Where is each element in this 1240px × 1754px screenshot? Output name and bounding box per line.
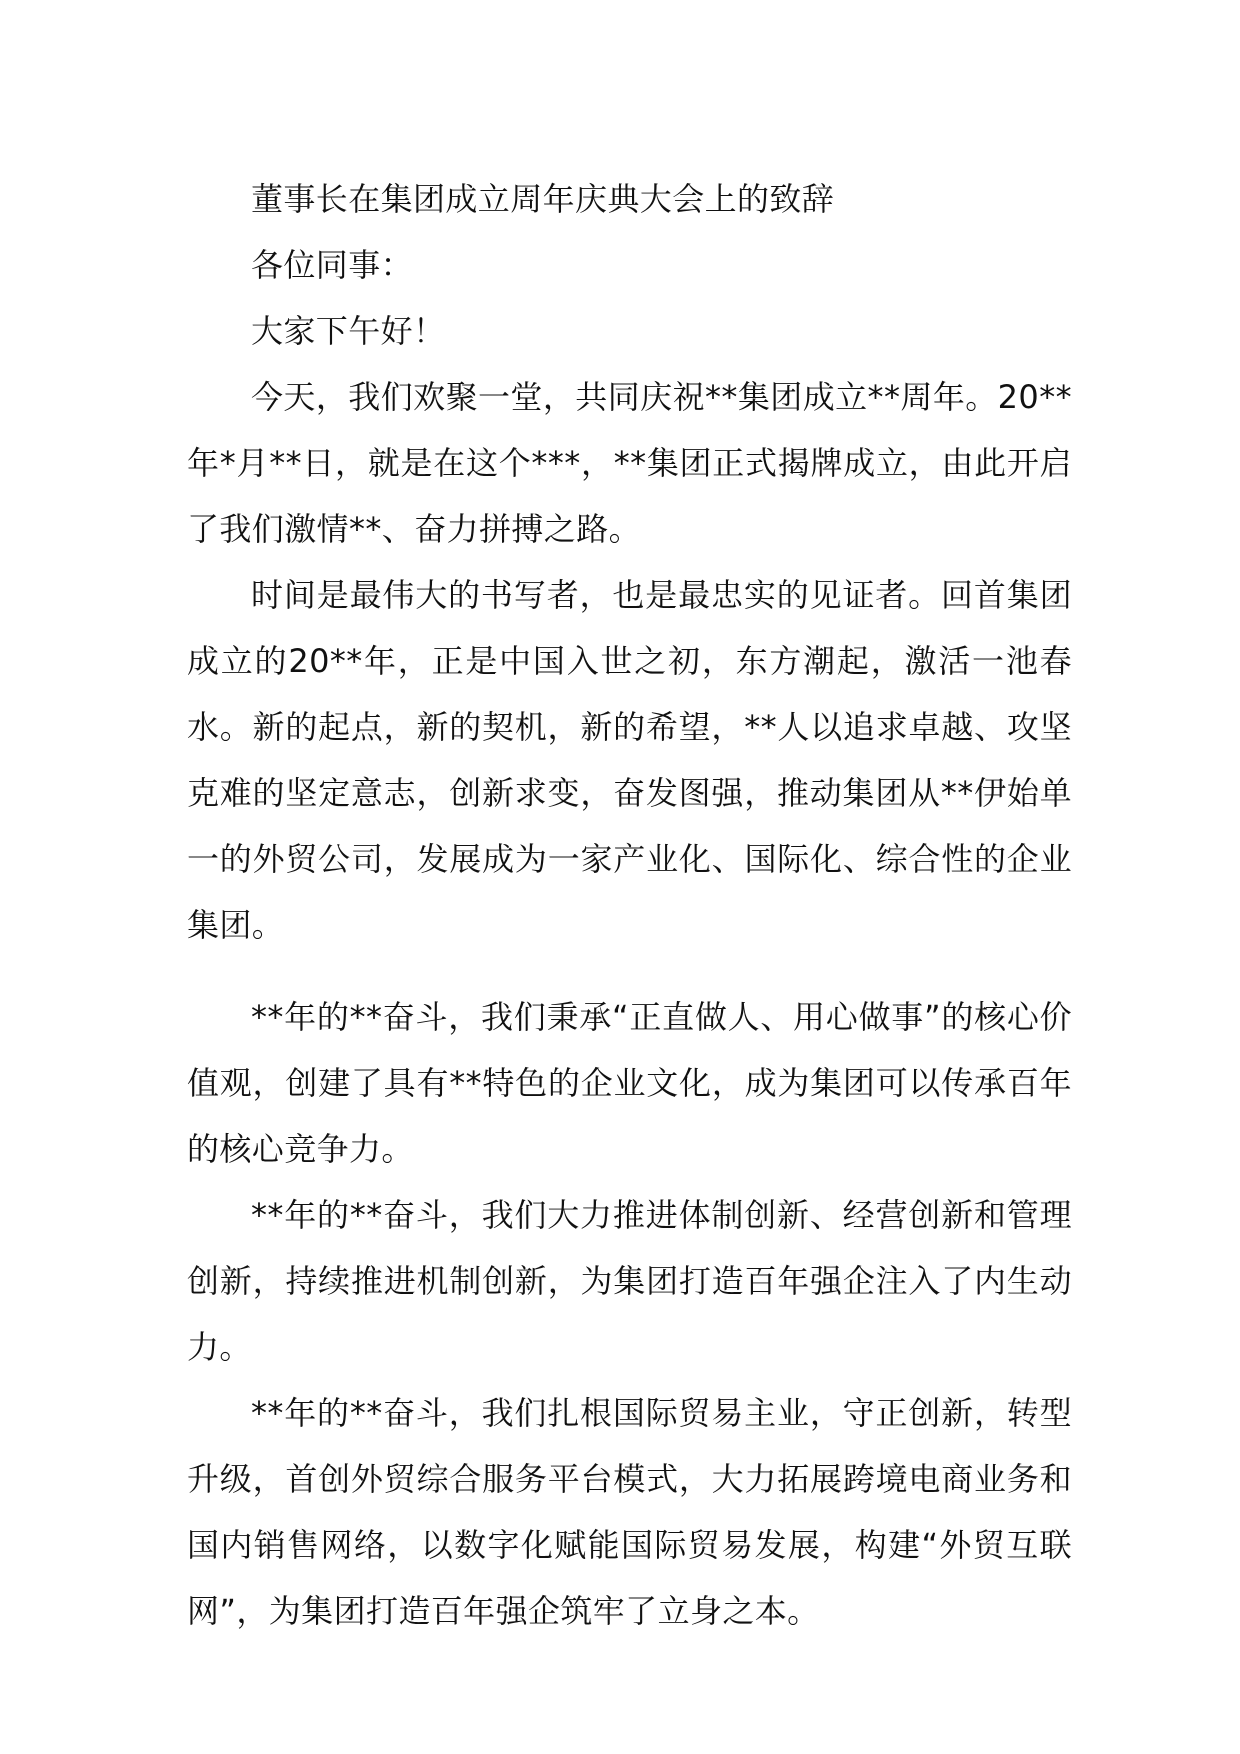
document-title: 董事长在集团成立周年庆典大会上的致辞 (251, 180, 835, 218)
paragraph-culture: **年的**奋斗，我们秉承“正直做人、用心做事”的核心价值观，创建了具有**特色的企业文化，成为集团可以传承百年的核心竞争力。 (187, 998, 1072, 1168)
greeting: 大家下午好！ (251, 312, 446, 350)
paragraph-spacer (187, 958, 1072, 984)
document-body (187, 166, 1072, 1644)
paragraph-history: 时间是最伟大的书写者，也是最忠实的见证者。回首集团成立的20**年，正是中国入世之初，东方潮起，激活一池春水。新的起点，新的契机，新的希望，**人以追求卓越、攻坚克难的坚定意志，创新求变，奋发图强，推动集团从**伊始单一的外贸公司，发展成为一家产业化、国际化、综合性的企业集团。 (187, 576, 1072, 944)
paragraph-opening: 今天，我们欢聚一堂，共同庆祝**集团成立**周年。20**年*月**日，就是在这个***，**集团正式揭牌成立，由此开启了我们激情**、奋力拼搏之路。 (187, 378, 1072, 548)
paragraph-innovation: **年的**奋斗，我们大力推进体制创新、经营创新和管理创新，持续推进机制创新，为集团打造百年强企注入了内生动力。 (187, 1196, 1072, 1366)
paragraph-trade: **年的**奋斗，我们扎根国际贸易主业，守正创新，转型升级，首创外贸综合服务平台模式，大力拓展跨境电商业务和国内销售网络，以数字化赋能国际贸易发展，构建“外贸互联网”，为集团打造百年强企筑牢了立身之本。 (187, 1394, 1072, 1630)
salutation: 各位同事： (251, 246, 414, 284)
